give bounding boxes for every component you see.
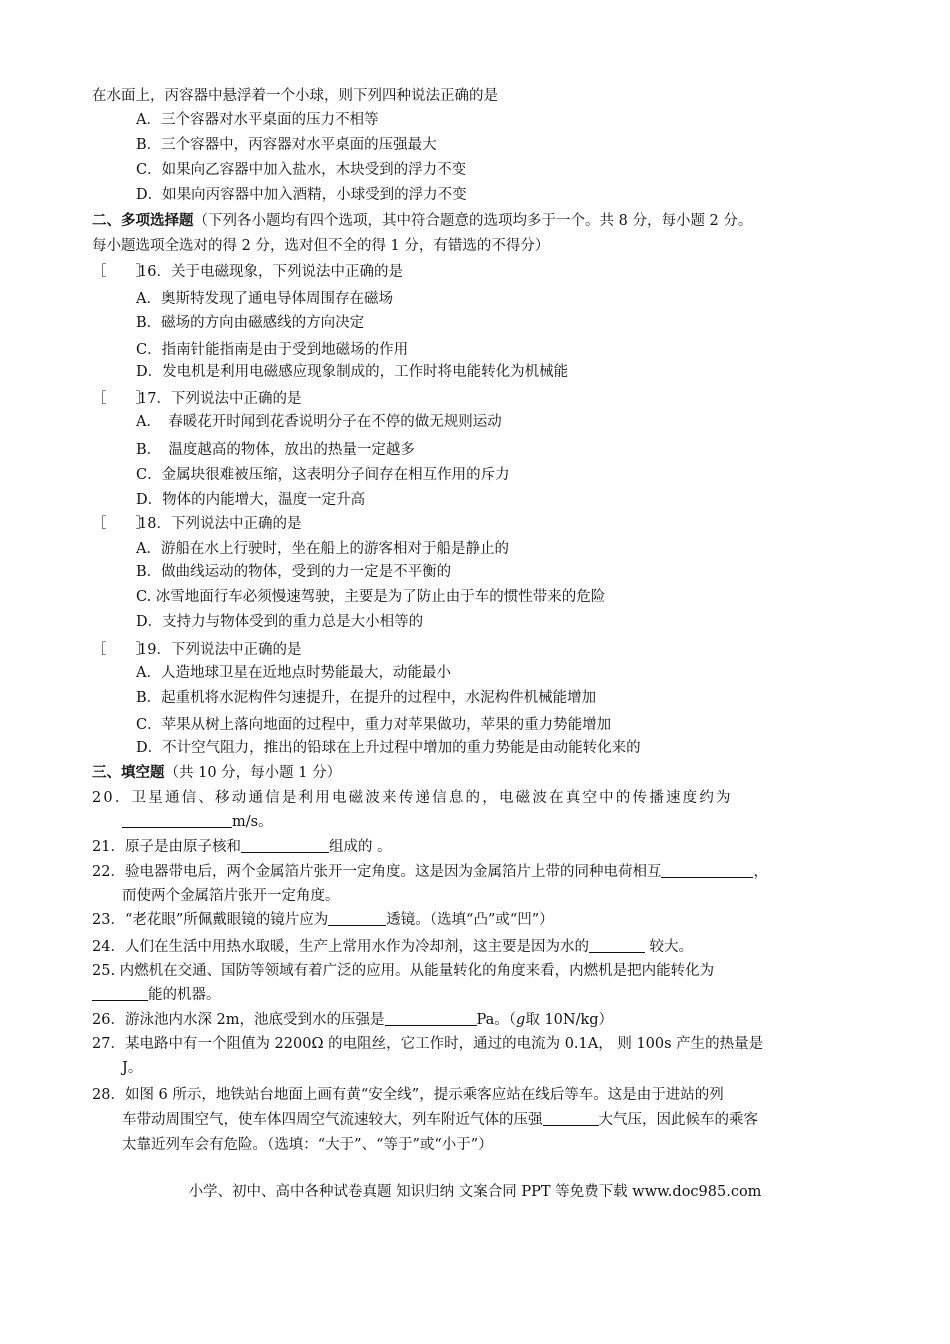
q26-answer-blank [385,1010,477,1026]
q23-text-before: 23．“老花眼”所佩戴眼镜的镜片应为 [92,912,329,928]
q16-stem-text: 16．关于电磁现象，下列说法中正确的是 [138,264,403,280]
q18-option-c: C. 冰雪地面行车必须慢速驾驶，主要是为了防止由于车的惯性带来的危险 [136,589,606,605]
q19-option-b: B．起重机将水泥构件匀速提升，在提升的过程中，水泥构件机械能增加 [136,690,597,706]
q25-answer-blank [92,985,148,1001]
q15-option-b: B．三个容器中，丙容器对水平桌面的压强最大 [136,137,437,153]
q24 [92,937,693,957]
answer-bracket: ［ ］ [92,516,150,532]
q18-option-d: D．支持力与物体受到的重力总是大小相等的 [136,614,424,630]
q15-stem-tail: 在水面上，丙容器中悬浮着一个小球，则下列四种说法正确的是 [92,88,498,104]
q24-answer-blank [589,937,645,953]
answer-bracket: ［ ］ [92,642,150,658]
q20-line2 [122,812,273,832]
q16-option-d: D．发电机是利用电磁感应现象制成的，工作时将电能转化为机械能 [136,364,569,380]
q26-text-before: 26．游泳池内水深 2m，池底受到水的压强是 [92,1012,385,1028]
q22-line1 [92,862,768,882]
q27-line1: 27．某电路中有一个阻值为 2200Ω 的电阻丝，它工作时，通过的电流为 0.1A， 则 100s 产生的热量是 [92,1036,764,1052]
section3-header [92,763,341,783]
q24-text-after: 较大。 [644,939,694,955]
q25-text-after: 能的机器。 [148,987,221,1003]
q19-stem [92,640,301,660]
q28-line1: 28．如图 6 所示，地铁站台地面上画有黄“安全线”，提示乘客应站在线后等车。这是由于进站的列 [92,1087,724,1103]
q28-line2 [122,1110,758,1130]
q23-text-after: 透镜。（选填“凸”或“凹”） [386,912,554,928]
answer-bracket: ［ ］ [92,264,150,280]
section3-desc: （共 10 分，每小题 1 分） [164,765,342,781]
q18-option-b: B．做曲线运动的物体，受到的力一定是不平衡的 [136,564,452,580]
q26-text-after: Pa。（ [476,1012,517,1028]
q22-line2: 而使两个金属箔片张开一定角度。 [122,888,340,904]
q20-answer-blank [122,812,232,828]
q21-answer-blank [241,837,329,853]
q19-stem-text: 19．下列说法中正确的是 [138,642,302,658]
section2-header [92,211,752,231]
section2-desc-line2: 每小题选项全选对的得 2 分，选对但不全的得 1 分，有错选的不得分） [92,238,550,254]
q26-g-symbol: g [516,1012,526,1028]
q17-stem-text: 17．下列说法中正确的是 [138,391,302,407]
q15-option-a: A．三个容器对水平桌面的压力不相等 [136,112,379,128]
answer-bracket: ［ ］ [92,391,150,407]
q25-line1: 25. 内燃机在交通、国防等领域有着广泛的应用。从能量转化的角度来看，内燃机是把内能转化为 [92,963,715,979]
q20-unit: m/s。 [232,814,273,830]
q25-line2 [92,985,221,1005]
q15-option-c: C．如果向乙容器中加入盐水，木块受到的浮力不变 [136,162,467,178]
q23-answer-blank [328,910,386,926]
q17-option-d: D．物体的内能增大，温度一定升高 [136,492,366,508]
q15-option-d: D．如果向丙容器中加入酒精，小球受到的浮力不变 [136,187,467,203]
q16-option-c: C．指南针能指南是由于受到地磁场的作用 [136,342,409,358]
q18-stem-text: 18．下列说法中正确的是 [138,516,302,532]
q28-text-before: 车带动周围空气，使车体四周空气流速较大，列车附近气体的压强 [122,1112,543,1128]
section2-desc: （下列各小题均有四个选项，其中符合题意的选项均多于一个。共 8 分，每小题 2 分。 [193,213,753,229]
q21-text-after: 组成的 。 [328,839,392,855]
q18-option-a: A．游船在水上行驶时，坐在船上的游客相对于船是静止的 [136,541,509,557]
q17-option-b: B． 温度越高的物体，放出的热量一定越多 [136,442,415,458]
q16-option-b: B．磁场的方向由磁感线的方向决定 [136,315,365,331]
q19-option-c: C．苹果从树上落向地面的过程中，重力对苹果做功，苹果的重力势能增加 [136,717,612,733]
q23 [92,910,554,930]
q28-line3: 太靠近列车会有危险。（选填：“大于”、“等于”或“小于”） [122,1137,493,1153]
q16-stem [92,262,403,282]
q22-answer-blank [661,862,753,878]
q20-line1: 20．卫星通信、移动通信是利用电磁波来传递信息的，电磁波在真空中的传播速度约为 [92,790,733,806]
q19-option-d: D．不计空气阻力，推出的铅球在上升过程中增加的重力势能是由动能转化来的 [136,740,641,756]
q27-line2: J。 [122,1060,143,1076]
q24-text-before: 24．人们在生活中用热水取暖，生产上常用水作为冷却剂，这主要是因为水的 [92,939,589,955]
q18-stem [92,514,301,534]
section2-title: 二、多项选择题 [92,212,194,229]
q28-text-after: 大气压，因此候车的乘客 [598,1112,758,1128]
page-footer: 小学、初中、高中各种试卷真题 知识归纳 文案合同 PPT 等免费下载 www.doc985.com [188,1184,762,1200]
q21-text-before: 21．原子是由原子核和 [92,839,241,855]
q26 [92,1010,613,1030]
q22-text: 22．验电器带电后，两个金属箔片张开一定角度。这是因为金属箔片上带的同种电荷相互 [92,864,662,880]
q17-option-c: C．金属块很难被压缩，这表明分子间存在相互作用的斥力 [136,467,510,483]
q16-option-a: A．奥斯特发现了通电导体周围存在磁场 [136,291,393,307]
section3-title: 三、填空题 [92,764,165,781]
q17-option-a: A． 春暖花开时闻到花香说明分子在不停的做无规则运动 [136,414,502,430]
q26-text-tail: 取 10N/kg） [525,1012,614,1028]
q28-answer-blank [543,1110,599,1126]
q19-option-a: A．人造地球卫星在近地点时势能最大，动能最小 [136,665,451,681]
q17-stem [92,389,301,409]
q21 [92,837,392,857]
q22-comma: ， [753,864,768,880]
